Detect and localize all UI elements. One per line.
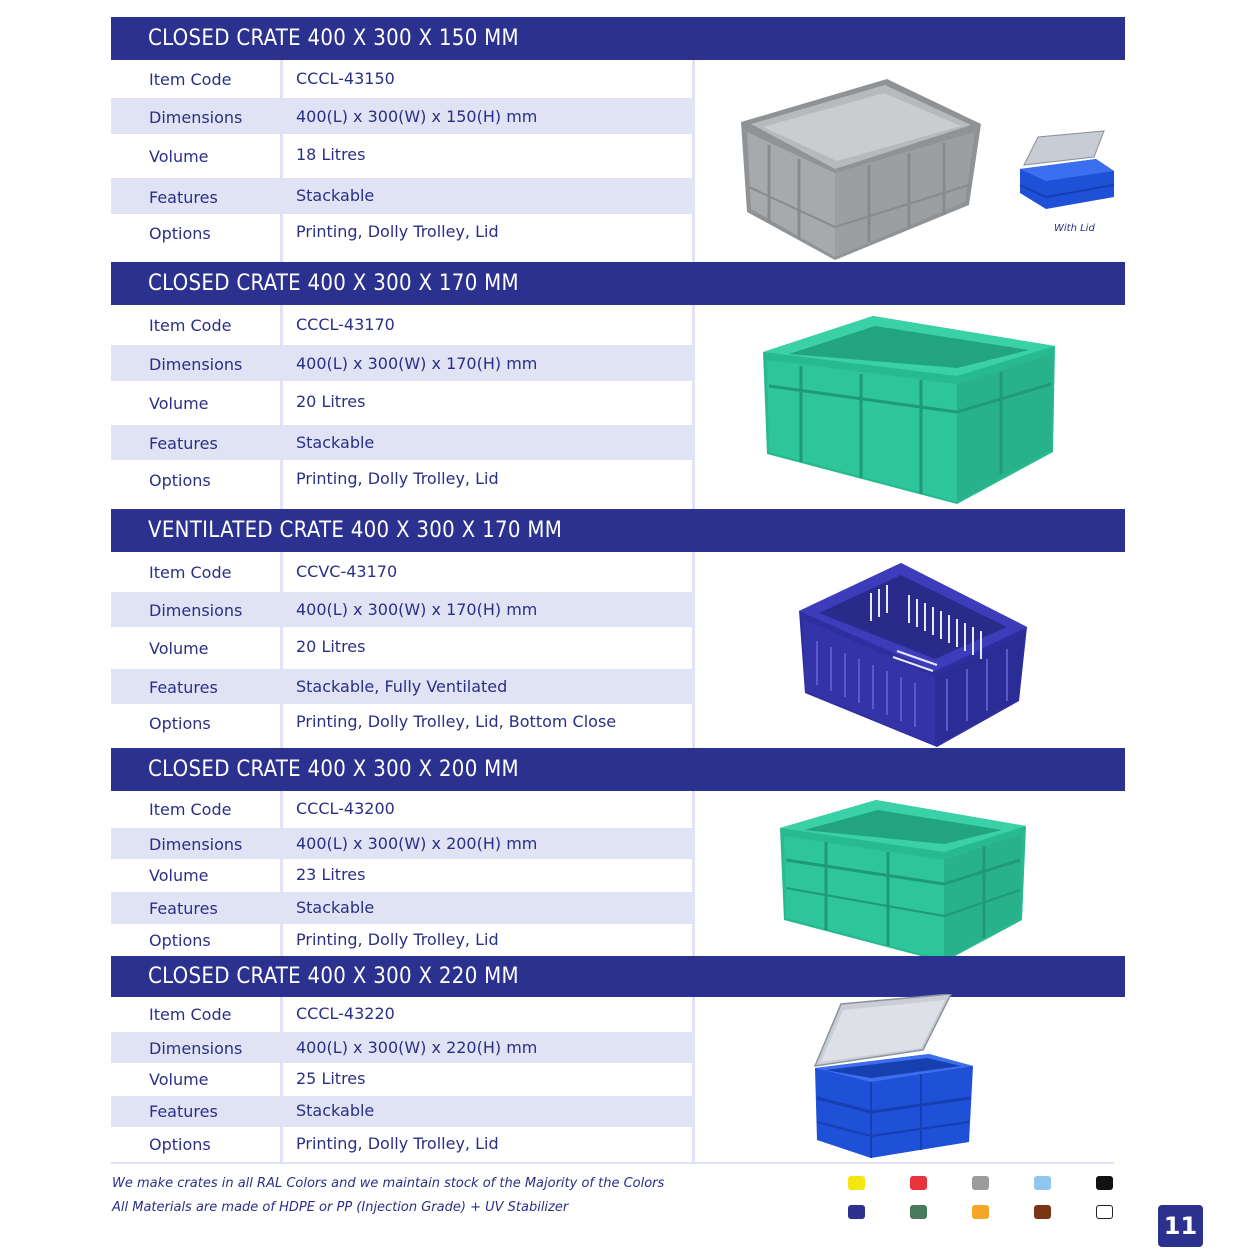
spec-value: 20 Litres (296, 392, 366, 411)
spec-row-dimensions (111, 345, 694, 381)
product-section-5 (111, 956, 1125, 1162)
spec-label: Options (149, 714, 211, 733)
blue-crate-with-lid-image (1016, 129, 1116, 211)
spec-label: Options (149, 471, 211, 490)
section-title: CLOSED CRATE 400 X 300 X 200 MM (111, 748, 1125, 791)
color-swatch-grey (972, 1176, 989, 1190)
color-swatch-black (1096, 1176, 1113, 1190)
spec-row-features (111, 178, 694, 214)
spec-value: 23 Litres (296, 865, 366, 884)
spec-value: CCCL-43200 (296, 799, 395, 818)
spec-label: Features (149, 434, 218, 453)
spec-row-features (111, 1096, 694, 1127)
spec-row-volume (111, 627, 694, 669)
color-swatch-navy (848, 1205, 865, 1219)
grey-crate-image (739, 77, 984, 262)
spec-value: CCCL-43170 (296, 315, 395, 334)
section-title: VENTILATED CRATE 400 X 300 X 170 MM (111, 509, 1125, 552)
spec-value: 400(L) x 300(W) x 150(H) mm (296, 107, 538, 126)
product-section-1 (111, 17, 1125, 262)
spec-row-options (111, 460, 694, 509)
footer-note-colors: We make crates in all RAL Colors and we maintain stock of the Majority of the Colors (112, 1176, 665, 1191)
product-section-2 (111, 262, 1125, 509)
section-title: CLOSED CRATE 400 X 300 X 170 MM (111, 262, 1125, 305)
spec-value: Stackable, Fully Ventilated (296, 677, 508, 696)
spec-row-features (111, 669, 694, 704)
spec-row-item-code (111, 552, 694, 592)
spec-row-options (111, 924, 694, 956)
spec-value: 400(L) x 300(W) x 220(H) mm (296, 1038, 538, 1057)
spec-label: Dimensions (149, 835, 243, 854)
spec-value: 400(L) x 300(W) x 170(H) mm (296, 354, 538, 373)
ventilated-crate-image (797, 561, 1029, 749)
spec-label: Options (149, 931, 211, 950)
spec-label: Item Code (149, 800, 232, 819)
spec-label: Item Code (149, 1005, 232, 1024)
spec-label: Options (149, 1135, 211, 1154)
spec-value: CCCL-43150 (296, 69, 395, 88)
color-swatch-orange (972, 1205, 989, 1219)
footer-divider (111, 1162, 1114, 1164)
spec-value: 400(L) x 300(W) x 170(H) mm (296, 600, 538, 619)
color-swatch-white (1096, 1205, 1113, 1219)
spec-row-volume (111, 134, 694, 178)
spec-value: CCVC-43170 (296, 562, 398, 581)
spec-row-item-code (111, 791, 694, 828)
spec-label: Dimensions (149, 108, 243, 127)
color-swatch-green (910, 1205, 927, 1219)
spec-value: Stackable (296, 898, 375, 917)
spec-value: 20 Litres (296, 637, 366, 656)
spec-value: Printing, Dolly Trolley, Lid (296, 1134, 499, 1153)
spec-label: Features (149, 1102, 218, 1121)
spec-label: Item Code (149, 563, 232, 582)
spec-label: Dimensions (149, 355, 243, 374)
page-number: 11 (1158, 1205, 1203, 1247)
spec-value: 400(L) x 300(W) x 200(H) mm (296, 834, 538, 853)
spec-value: Printing, Dolly Trolley, Lid, Bottom Close (296, 712, 617, 731)
spec-row-volume (111, 381, 694, 425)
spec-row-item-code (111, 305, 694, 345)
spec-row-dimensions (111, 98, 694, 134)
spec-value: Stackable (296, 186, 375, 205)
spec-row-dimensions (111, 828, 694, 859)
spec-row-dimensions (111, 592, 694, 627)
color-swatch-red (910, 1176, 927, 1190)
spec-value: Stackable (296, 433, 375, 452)
spec-row-options (111, 1127, 694, 1162)
spec-label: Volume (149, 394, 209, 413)
product-section-4 (111, 748, 1125, 956)
section-title: CLOSED CRATE 400 X 300 X 150 MM (111, 17, 1125, 60)
spec-row-features (111, 425, 694, 460)
spec-label: Features (149, 678, 218, 697)
spec-row-features (111, 892, 694, 924)
spec-label: Options (149, 224, 211, 243)
color-swatch-light-blue (1034, 1176, 1051, 1190)
spec-label: Dimensions (149, 601, 243, 620)
spec-row-item-code (111, 60, 694, 98)
spec-label: Volume (149, 147, 209, 166)
spec-label: Features (149, 899, 218, 918)
green-crate-image (761, 314, 1057, 506)
spec-row-dimensions (111, 1032, 694, 1063)
spec-value: Printing, Dolly Trolley, Lid (296, 222, 499, 241)
spec-row-volume (111, 1063, 694, 1096)
color-swatch-brown (1034, 1205, 1051, 1219)
spec-value: Stackable (296, 1101, 375, 1120)
spec-value: Printing, Dolly Trolley, Lid (296, 930, 499, 949)
spec-label: Item Code (149, 70, 232, 89)
footer-note-materials: All Materials are made of HDPE or PP (Injection Grade) + UV Stabilizer (112, 1200, 569, 1215)
image-caption: With Lid (1054, 223, 1095, 234)
blue-crate-with-lid-image (811, 994, 975, 1160)
spec-value: CCCL-43220 (296, 1004, 395, 1023)
section-title: CLOSED CRATE 400 X 300 X 220 MM (111, 956, 1125, 997)
spec-row-options (111, 704, 694, 748)
spec-label: Volume (149, 866, 209, 885)
spec-label: Dimensions (149, 1039, 243, 1058)
spec-value: Printing, Dolly Trolley, Lid (296, 469, 499, 488)
product-section-3 (111, 509, 1125, 748)
spec-label: Item Code (149, 316, 232, 335)
spec-label: Features (149, 188, 218, 207)
spec-row-volume (111, 859, 694, 892)
spec-label: Volume (149, 639, 209, 658)
spec-label: Volume (149, 1070, 209, 1089)
green-crate-image (778, 798, 1028, 964)
spec-value: 25 Litres (296, 1069, 366, 1088)
spec-row-item-code (111, 997, 694, 1032)
spec-value: 18 Litres (296, 145, 366, 164)
color-swatch-yellow (848, 1176, 865, 1190)
spec-row-options (111, 214, 694, 262)
